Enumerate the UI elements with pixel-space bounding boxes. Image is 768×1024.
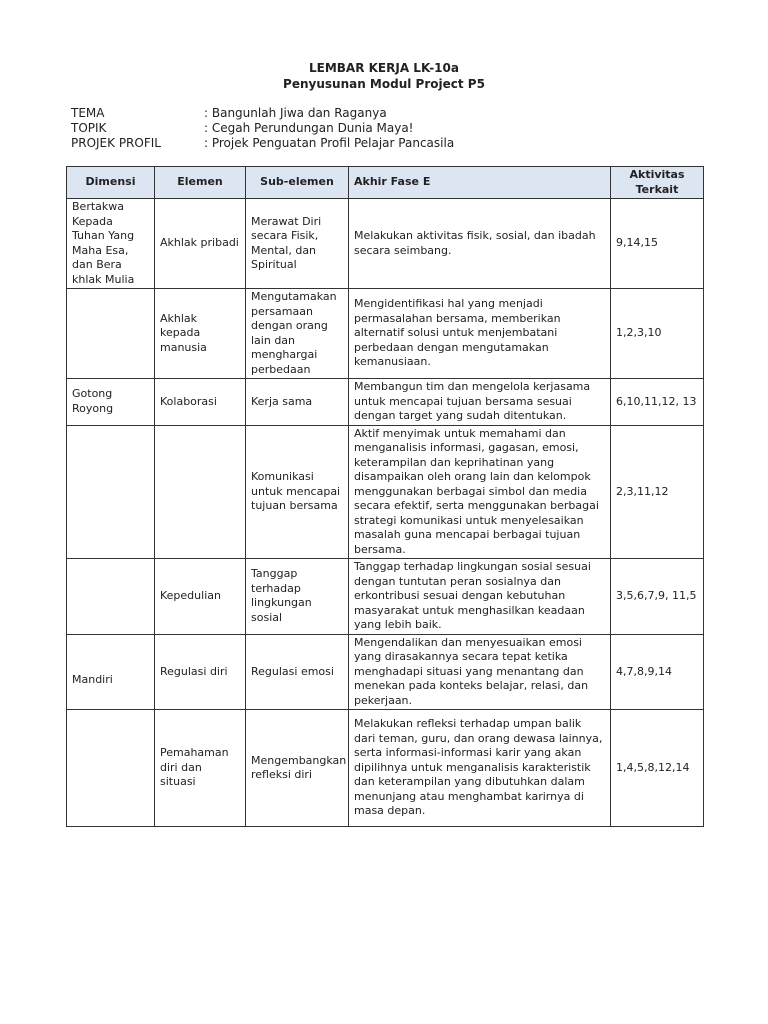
cell-sub-elemen: Mengembangkan refleksi diri [246,710,349,827]
cell-elemen [155,425,246,559]
cell-akhir-fase: Mengidentifikasi hal yang menjadi permasalahan bersama, memberikan alternatif solusi untuk menjembatani perbedaan dengan mengutamakan kemanusiaan. [349,289,611,379]
meta-block [71,106,454,151]
meta-key: PROJEK PROFIL [71,136,161,150]
header-aktivitas: Aktivitas Terkait [611,167,704,199]
table-row [67,425,704,559]
table-header-row [67,167,704,199]
cell-sub-elemen: Regulasi emosi [246,634,349,710]
cell-elemen: Kolaborasi [155,379,246,426]
cell-aktivitas: 1,4,5,8,12,14 [611,710,704,827]
cell-dimensi [67,289,155,379]
cell-aktivitas: 6,10,11,12, 13 [611,379,704,426]
cell-aktivitas: 2,3,11,12 [611,425,704,559]
cell-sub-elemen: Merawat Diri secara Fisik, Mental, dan Spiritual [246,199,349,289]
meta-value: : Bangunlah Jiwa dan Raganya [204,106,387,120]
meta-row-tema [71,106,454,121]
cell-dimensi [67,710,155,827]
cell-elemen: Kepedulian [155,559,246,635]
table-row [67,199,704,289]
header-dimensi: Dimensi [67,167,155,199]
cell-akhir-fase: Tanggap terhadap lingkungan sosial sesuai dengan tuntutan peran sosialnya dan erkontribusi sesuai dengan kebutuhan masyarakat untuk menghasilkan keadaan yang lebih baik. [349,559,611,635]
cell-akhir-fase: Melakukan refleksi terhadap umpan balik dari teman, guru, dan orang dewasa lainnya, serta informasi-informasi karir yang akan dipilihnya untuk menganalisis karakteristik dan keterampilan yang dibutuhkan dalam menunjang atau menghambat karirnya di masa depan. [349,710,611,827]
meta-value: : Projek Penguatan Profil Pelajar Pancasila [204,136,455,150]
cell-sub-elemen: Mengutamakan persamaan dengan orang lain dan menghargai perbedaan [246,289,349,379]
cell-elemen: Akhlak pribadi [155,199,246,289]
cell-elemen: Pemahaman diri dan situasi [155,710,246,827]
cell-sub-elemen: Tanggap terhadap lingkungan sosial [246,559,349,635]
cell-dimensi: Gotong Royong [67,379,155,426]
header-elemen: Elemen [155,167,246,199]
cell-akhir-fase: Mengendalikan dan menyesuaikan emosi yang dirasakannya secara tepat ketika menghadapi situasi yang menantang dan menekan pada konteks belajar, relasi, dan pekerjaan. [349,634,611,710]
cell-aktivitas: 4,7,8,9,14 [611,634,704,710]
meta-key: TOPIK [71,121,107,135]
cell-dimensi [67,425,155,559]
cell-akhir-fase: Membangun tim dan mengelola kerjasama untuk mencapai tujuan bersama sesuai dengan target yang sudah ditentukan. [349,379,611,426]
table-row [67,379,704,426]
cell-dimensi: Bertakwa Kepada Tuhan Yang Maha Esa, dan Bera khlak Mulia [67,199,155,289]
header-akhir-fase: Akhir Fase E [349,167,611,199]
cell-aktivitas: 1,2,3,10 [611,289,704,379]
cell-akhir-fase: Melakukan aktivitas fisik, sosial, dan ibadah secara seimbang. [349,199,611,289]
document-title: LEMBAR KERJA LK-10a [309,61,459,75]
cell-aktivitas: 3,5,6,7,9, 11,5 [611,559,704,635]
meta-value: : Cegah Perundungan Dunia Maya! [204,121,414,135]
header-sub-elemen: Sub-elemen [246,167,349,199]
table-row [67,634,704,710]
worksheet-table [66,166,704,827]
table-row [67,710,704,827]
cell-sub-elemen: Kerja sama [246,379,349,426]
meta-key: TEMA [71,106,105,120]
document-subtitle: Penyusunan Modul Project P5 [283,77,485,91]
cell-dimensi: Mandiri [67,634,155,710]
cell-dimensi [67,559,155,635]
cell-sub-elemen: Komunikasi untuk mencapai tujuan bersama [246,425,349,559]
cell-elemen: Regulasi diri [155,634,246,710]
cell-aktivitas: 9,14,15 [611,199,704,289]
cell-akhir-fase: Aktif menyimak untuk memahami dan menganalisis informasi, gagasan, emosi, keterampilan dan keprihatinan yang disampaikan oleh orang lain dan kelompok menggunakan berbagai simbol dan media secara efektif, serta menggunakan berbagai strategi komunikasi untuk menyelesaikan masalah guna mencapai berbagai tujuan bersama. [349,425,611,559]
table-row [67,289,704,379]
meta-row-projek-profil [71,136,454,151]
cell-elemen: Akhlak kepada manusia [155,289,246,379]
table-row [67,559,704,635]
meta-row-topik [71,121,454,136]
